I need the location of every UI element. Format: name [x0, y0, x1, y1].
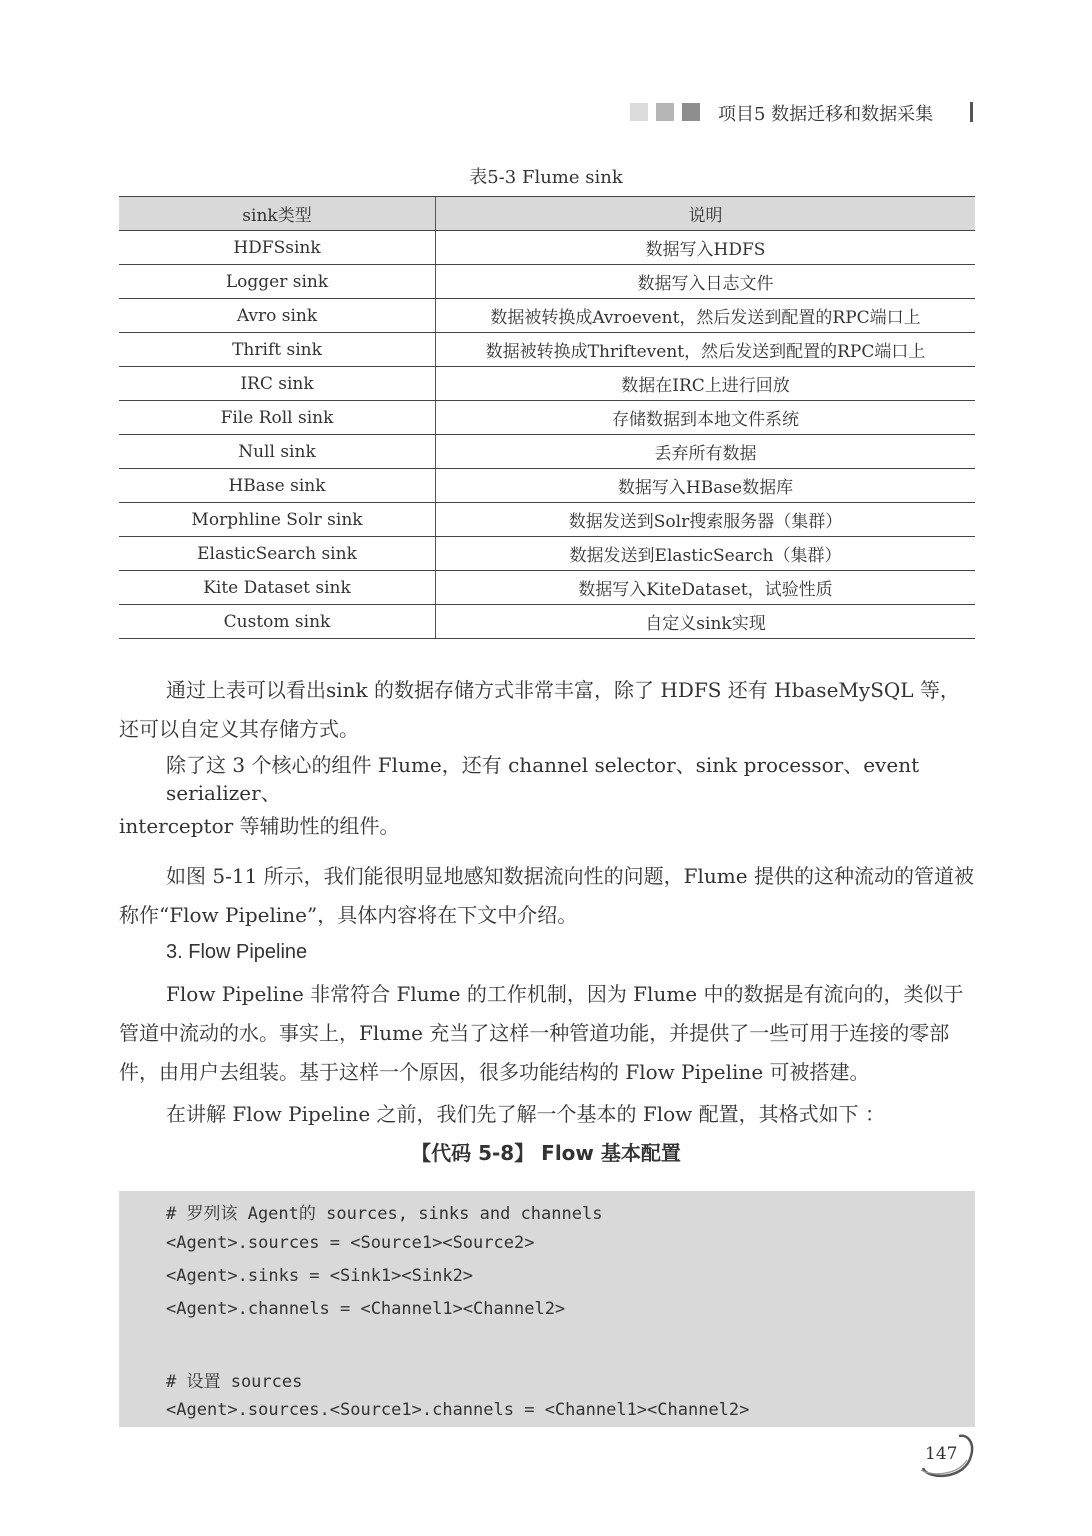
- cell-description: 数据发送到ElasticSearch（集群）: [436, 537, 976, 571]
- paragraph-text: 在讲解 Flow Pipeline 之前，我们先了解一个基本的 Flow 配置，其格式如下 ：: [166, 1102, 886, 1126]
- header-title: 项目5 数据迁移和数据采集: [718, 104, 934, 125]
- paragraph-flow-pipeline: [119, 975, 975, 1092]
- table-row: [119, 265, 975, 299]
- cell-sink-type: ElasticSearch sink: [119, 537, 436, 571]
- column-header-type: sink类型: [119, 197, 436, 231]
- cell-description: 数据写入HDFS: [436, 231, 976, 265]
- cell-description: 数据写入日志文件: [436, 265, 976, 299]
- paragraph-auxiliary-components: [119, 751, 975, 846]
- table-row: [119, 503, 975, 537]
- cell-description: 数据写入HBase数据库: [436, 469, 976, 503]
- table-row: [119, 469, 975, 503]
- paragraph-sink-storage: [119, 671, 975, 749]
- table-caption: 表5-3 Flume sink: [469, 167, 623, 188]
- code-line: <Agent>.channels = <Channel1><Channel2>: [166, 1299, 566, 1319]
- cell-sink-type: Null sink: [119, 435, 436, 469]
- cell-sink-type: Kite Dataset sink: [119, 571, 436, 605]
- table-row: [119, 435, 975, 469]
- code-title: 【代码 5-8】 Flow 基本配置: [411, 1141, 681, 1165]
- cell-sink-type: HBase sink: [119, 469, 436, 503]
- table-row: [119, 367, 975, 401]
- cell-sink-type: IRC sink: [119, 367, 436, 401]
- header-square-medium: [656, 103, 674, 121]
- table-row: [119, 571, 975, 605]
- cell-description: 数据被转换成Avroevent，然后发送到配置的RPC端口上: [436, 299, 976, 333]
- table-row: [119, 537, 975, 571]
- paragraph-flow-config-intro: [119, 1095, 975, 1134]
- table-row: [119, 605, 975, 639]
- header-square-dark: [682, 103, 700, 121]
- table-row: [119, 231, 975, 265]
- paragraph-text: 通过上表可以看出sink 的数据存储方式非常丰富，除了 HDFS 还有 HbaseMySQL 等，还可以自定义其存储方式。: [119, 678, 960, 741]
- paragraph-text: interceptor 等辅助性的组件。: [119, 814, 400, 838]
- cell-description: 数据在IRC上进行回放: [436, 367, 976, 401]
- cell-description: 数据写入KiteDataset，试验性质: [436, 571, 976, 605]
- code-line: # 罗列该 Agent的 sources, sinks and channels: [166, 1204, 603, 1224]
- code-line: <Agent>.sinks = <Sink1><Sink2>: [166, 1266, 474, 1286]
- paragraph-text: Flow Pipeline 非常符合 Flume 的工作机制，因为 Flume 中的数据是有流向的，类似于管道中流动的水。事实上，Flume 充当了这样一种管道功能，并提供了一些可用于连接的零部件，由用户去组装。基于这样一个原因，很多功能结构的 Flow Pipeline 可被搭建。: [119, 982, 964, 1084]
- cell-sink-type: Logger sink: [119, 265, 436, 299]
- page-number-badge: [917, 1430, 977, 1480]
- cell-description: 丢弃所有数据: [436, 435, 976, 469]
- cell-description: 存储数据到本地文件系统: [436, 401, 976, 435]
- code-block: [119, 1191, 975, 1427]
- cell-sink-type: Thrift sink: [119, 333, 436, 367]
- sink-table: [119, 196, 975, 639]
- table-row: [119, 333, 975, 367]
- code-line: # 设置 sources: [166, 1372, 303, 1392]
- code-line: <Agent>.sources = <Source1><Source2>: [166, 1233, 535, 1253]
- cell-description: 数据发送到Solr搜索服务器（集群）: [436, 503, 976, 537]
- cell-sink-type: Custom sink: [119, 605, 436, 639]
- table-header-row: [119, 197, 975, 231]
- cell-sink-type: Morphline Solr sink: [119, 503, 436, 537]
- header-bar: [970, 102, 973, 122]
- paragraph-text: 除了这 3 个核心的组件 Flume，还有 channel selector、sink processor、event serializer、: [166, 753, 920, 805]
- cell-sink-type: HDFSsink: [119, 231, 436, 265]
- table-row: [119, 401, 975, 435]
- code-line: <Agent>.sources.<Source1>.channels = <Channel1><Channel2>: [166, 1400, 750, 1420]
- cell-sink-type: File Roll sink: [119, 401, 436, 435]
- paragraph-flow-direction: [119, 857, 975, 935]
- paragraph-text: 如图 5-11 所示，我们能很明显地感知数据流向性的问题，Flume 提供的这种流动的管道被称作“Flow Pipeline”，具体内容将在下文中介绍。: [119, 864, 974, 927]
- section-heading: 3. Flow Pipeline: [166, 941, 308, 963]
- cell-sink-type: Avro sink: [119, 299, 436, 333]
- table-row: [119, 299, 975, 333]
- page-number: 147: [925, 1444, 958, 1464]
- header-square-light: [630, 103, 648, 121]
- cell-description: 数据被转换成Thriftevent，然后发送到配置的RPC端口上: [436, 333, 976, 367]
- cell-description: 自定义sink实现: [436, 605, 976, 639]
- running-header: [630, 98, 990, 126]
- column-header-description: 说明: [436, 197, 976, 231]
